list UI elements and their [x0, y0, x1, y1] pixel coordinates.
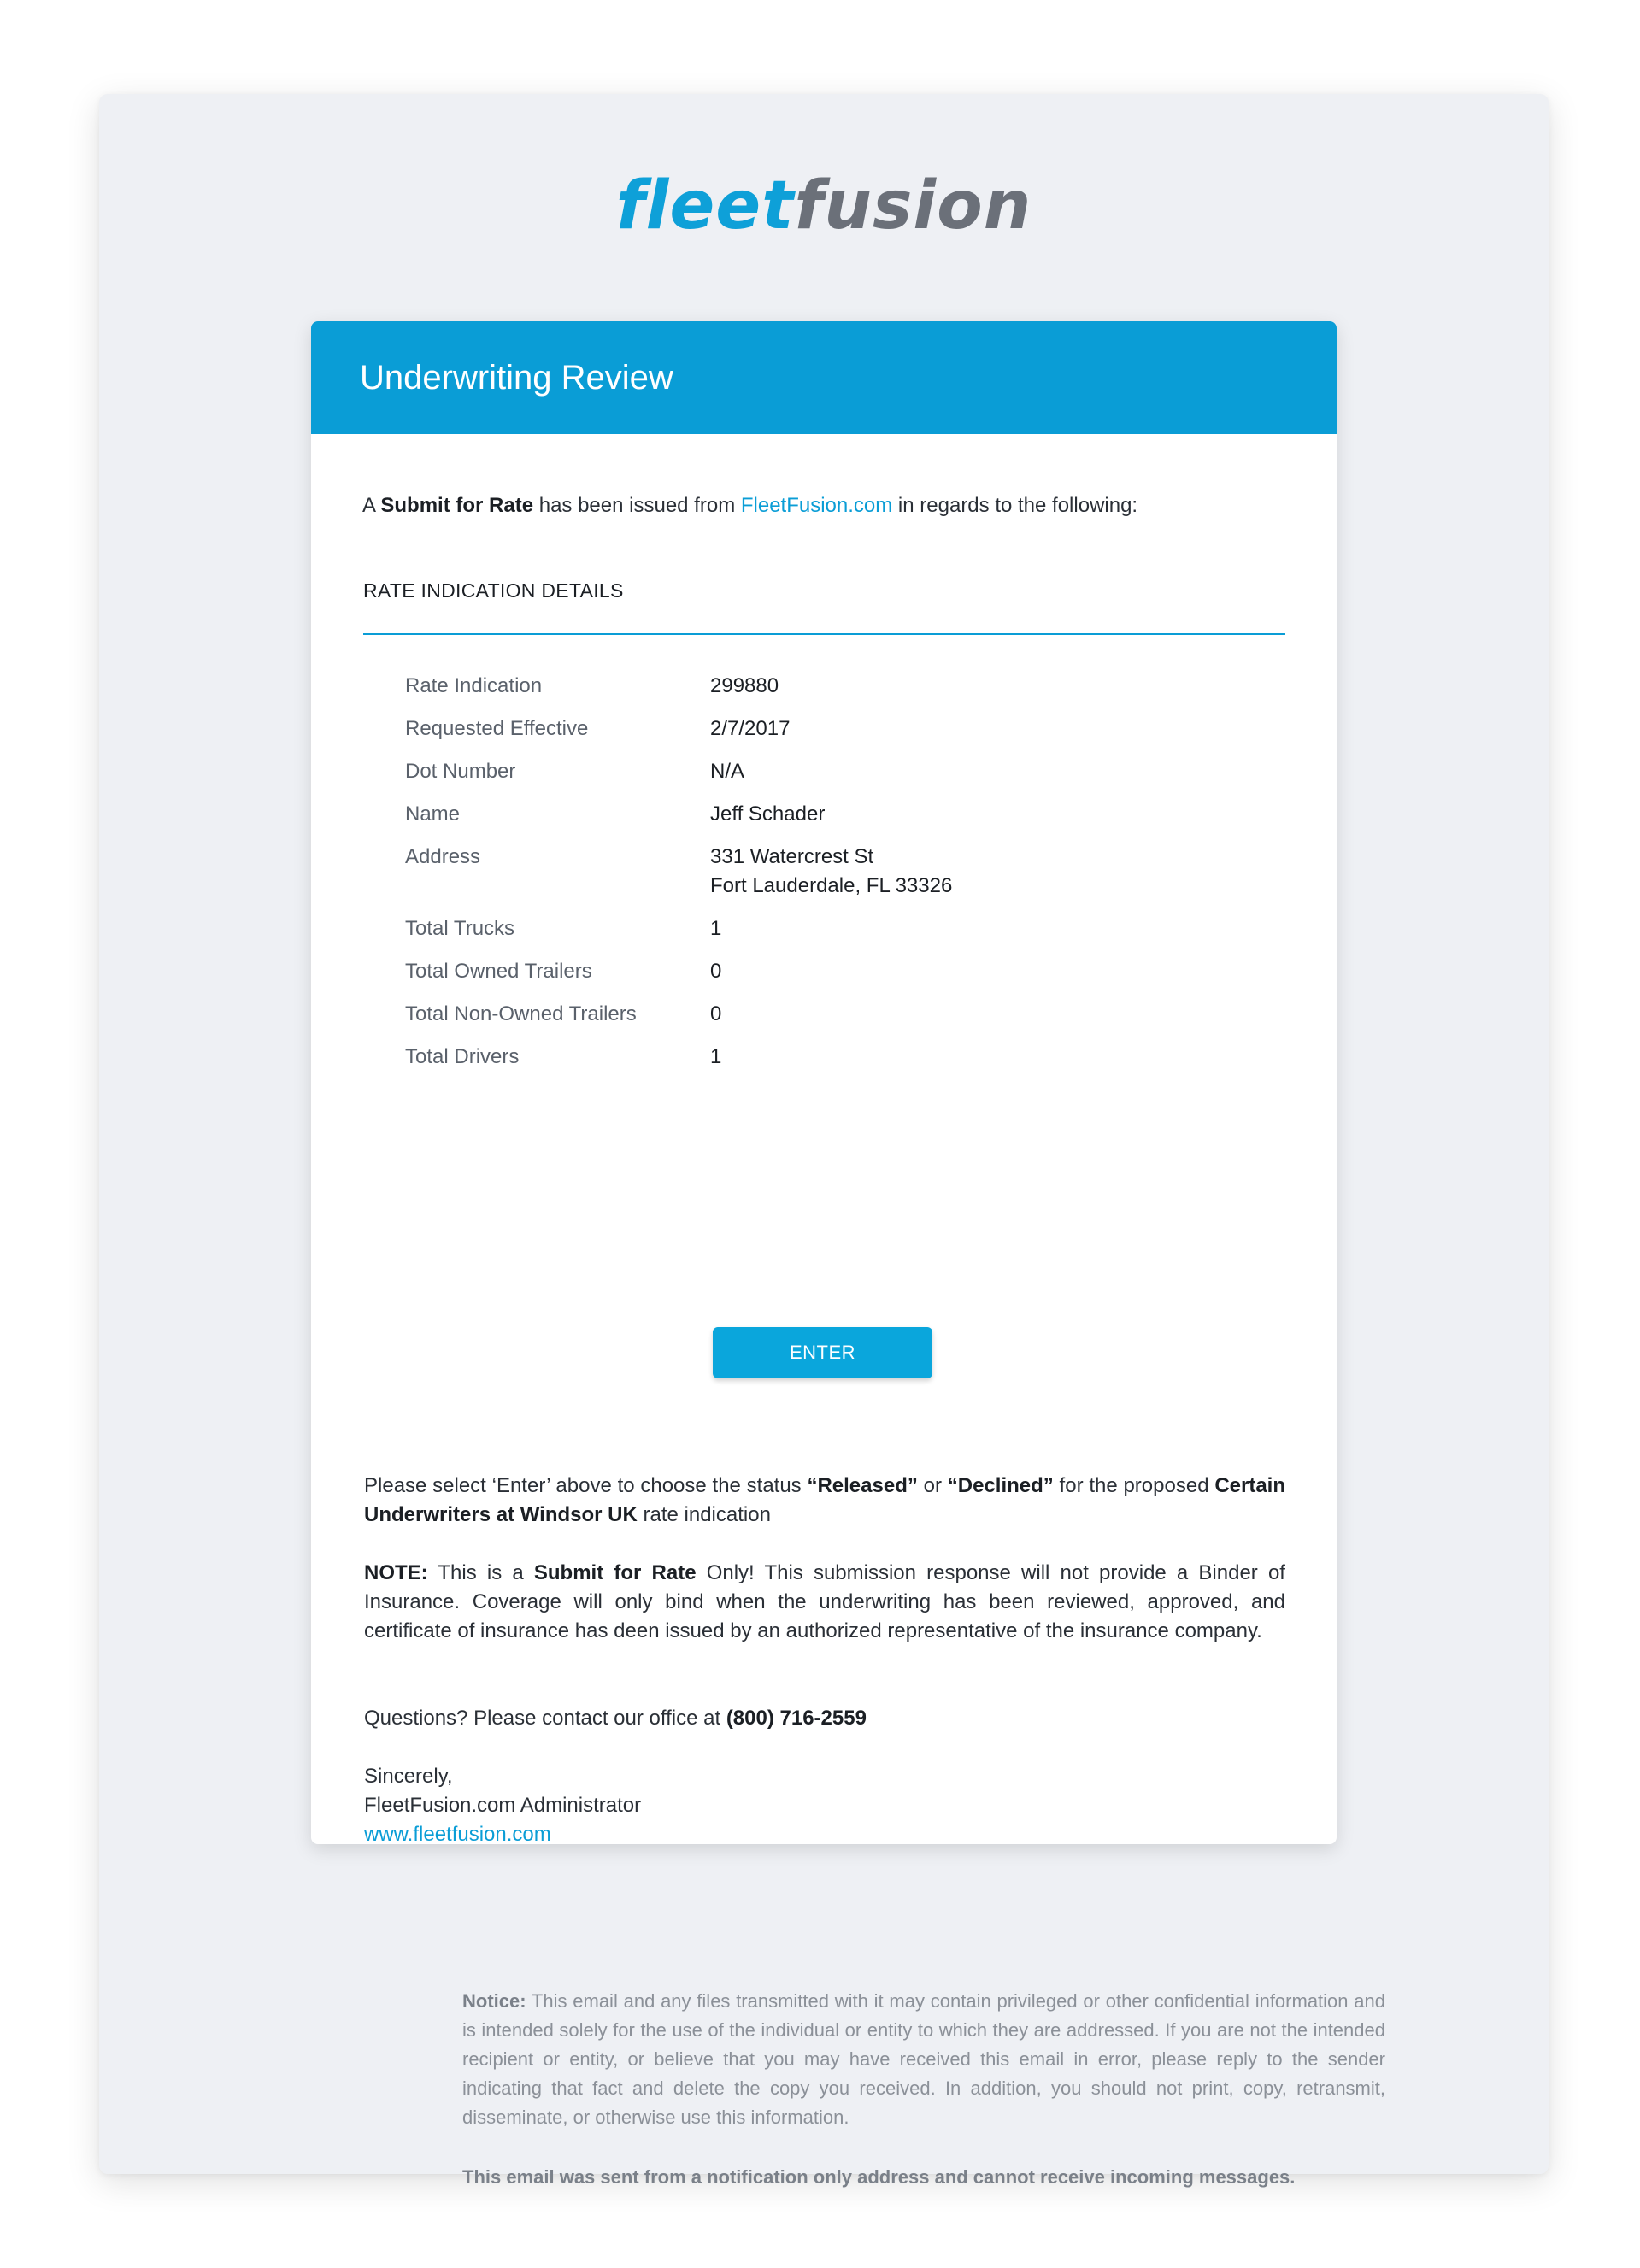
detail-row-rate-indication: [405, 672, 1174, 701]
details-list: [405, 672, 1174, 1085]
underwriter-name: Certain Underwriters at Windsor UK: [364, 1474, 1285, 1526]
logo-part-fleet: fleet: [615, 167, 795, 244]
intro-suffix: in regards to the following:: [892, 494, 1138, 517]
detail-label: Name: [405, 802, 461, 826]
notice-label: Notice:: [462, 1990, 526, 2012]
note-text: [364, 1559, 1285, 1646]
notice-text: This email and any files transmitted with it may contain privileged or other confidential information and is intended solely for the use of the individual or entity to which they are addressed. If you are not the intended recipient or entity, or believe that you may have received this email in error, please reply to the sender indicating that fact and delete the copy you received. In addition, you should not print, copy, retransmit, disseminate, or otherwise use this information.: [462, 1990, 1385, 2128]
detail-row-dot-number: [405, 757, 1174, 786]
detail-label: Dot Number: [405, 760, 516, 783]
notification-only-text: This email was sent from a notification only address and cannot receive incoming messages.: [462, 2166, 1296, 2188]
questions-text: [364, 1704, 1285, 1733]
signoff-block: [364, 1762, 1285, 1844]
select-text-4: rate indication: [637, 1503, 771, 1526]
detail-label: Total Trucks: [405, 917, 515, 940]
detail-value: N/A: [710, 760, 745, 783]
detail-value: 0: [710, 960, 722, 983]
logo-part-fusion: fusion: [794, 167, 1032, 244]
detail-label: Address: [405, 845, 481, 868]
email-container: [99, 94, 1549, 2188]
section-title: RATE INDICATION DETAILS: [363, 579, 624, 602]
detail-row-address: [405, 843, 1174, 901]
detail-label: Total Drivers: [405, 1045, 520, 1068]
signoff-line-1: Sincerely,: [364, 1765, 453, 1788]
intro-submit-for-rate: Submit for Rate: [380, 494, 534, 517]
detail-label: Requested Effective: [405, 717, 589, 740]
intro-mid: has been issued from: [533, 494, 741, 517]
detail-value: 1: [710, 917, 722, 940]
select-text-1: Please select ‘Enter’ above to choose the status: [364, 1474, 808, 1497]
intro-prefix: A: [362, 494, 381, 517]
section-divider: [363, 633, 1285, 635]
note-label: NOTE:: [364, 1561, 428, 1584]
detail-value: 1: [710, 1045, 722, 1068]
address-line-2: Fort Lauderdale, FL 33326: [710, 874, 953, 897]
fleetfusion-link[interactable]: FleetFusion.com: [740, 494, 893, 517]
detail-value: 299880: [710, 674, 779, 697]
intro-text: [362, 494, 1137, 518]
address-line-1: 331 Watercrest St: [710, 845, 874, 868]
phone-number: (800) 716-2559: [726, 1707, 867, 1730]
select-text-3: for the proposed: [1053, 1474, 1215, 1497]
fleetfusion-logo: [99, 167, 1549, 244]
questions-label: Questions? Please contact our office at: [364, 1707, 726, 1730]
status-declined: “Declined”: [947, 1474, 1054, 1497]
note-text-1: This is a: [427, 1561, 534, 1584]
detail-label: Rate Indication: [405, 674, 543, 697]
legal-notice: [462, 1987, 1385, 2132]
note-text-2: Only! This submission response will not provide a Binder of Insurance. Coverage will only bind when the underwriting has been reviewed, approved, and certificate of insurance has deen issued by an authorized representative of the insurance company.: [364, 1561, 1285, 1642]
select-status-text: [364, 1472, 1285, 1530]
detail-row-requested-effective: [405, 714, 1174, 743]
detail-label: Total Owned Trailers: [405, 960, 592, 983]
detail-value: Jeff Schader: [710, 802, 826, 826]
detail-row-total-non-owned-trailers: [405, 1000, 1174, 1029]
enter-button[interactable]: ENTER: [713, 1327, 932, 1378]
website-link[interactable]: www.fleetfusion.com: [364, 1823, 551, 1844]
detail-row-name: [405, 800, 1174, 829]
note-submit-for-rate: Submit for Rate: [533, 1561, 697, 1584]
detail-value: 0: [710, 1002, 722, 1025]
status-released: “Released”: [807, 1474, 918, 1497]
select-text-2: or: [917, 1474, 948, 1497]
detail-row-total-drivers: [405, 1043, 1174, 1072]
card-header: [311, 321, 1337, 434]
detail-value: 2/7/2017: [710, 717, 791, 740]
signoff-line-2: FleetFusion.com Administrator: [364, 1794, 642, 1817]
detail-row-total-owned-trailers: [405, 957, 1174, 986]
detail-label: Total Non-Owned Trailers: [405, 1002, 637, 1025]
card-title: Underwriting Review: [360, 358, 673, 397]
review-card: [311, 321, 1337, 1844]
detail-value: [710, 843, 952, 901]
detail-row-total-trucks: [405, 914, 1174, 943]
